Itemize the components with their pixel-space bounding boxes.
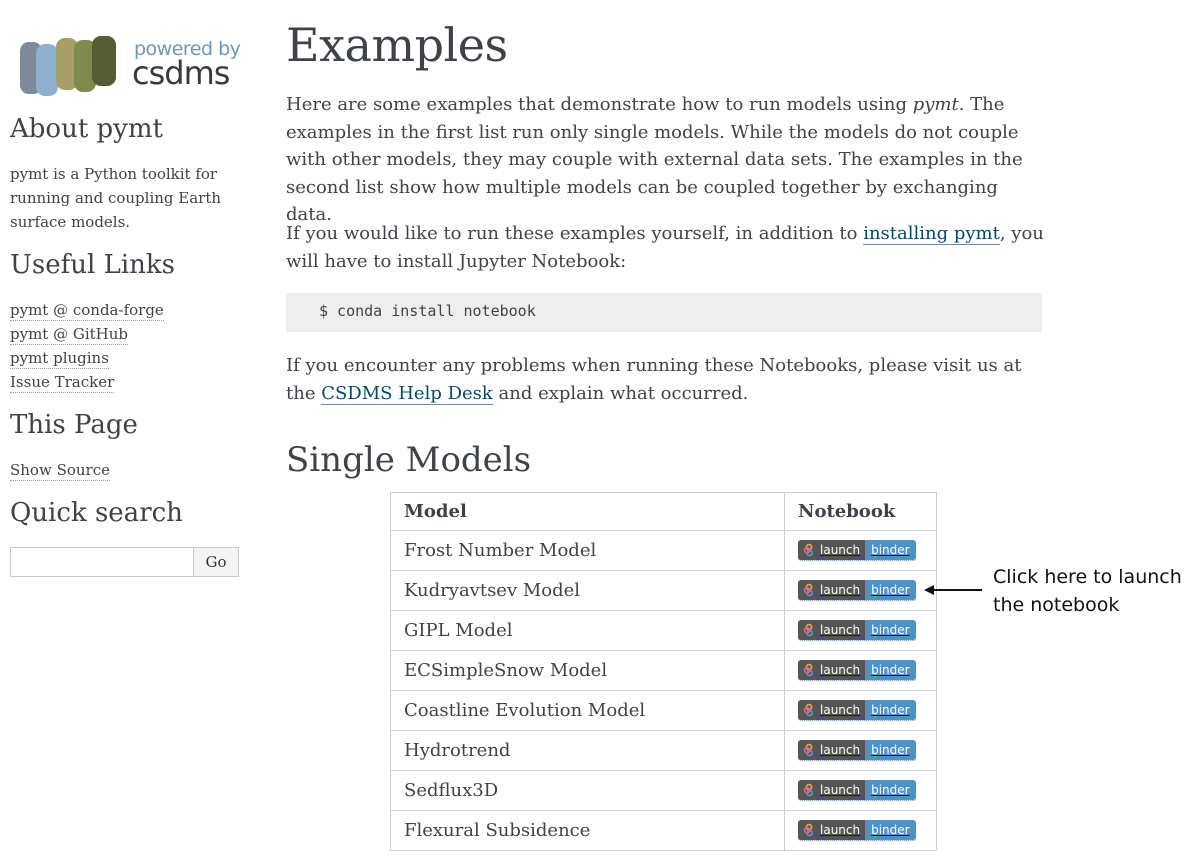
table-row bbox=[391, 811, 937, 851]
notebook-cell bbox=[785, 651, 937, 691]
search-form bbox=[10, 547, 239, 577]
badge-launch bbox=[798, 660, 865, 680]
badge-launch-text: launch bbox=[820, 703, 861, 718]
launch-binder-button[interactable] bbox=[798, 660, 916, 681]
logo-powered-by: powered by bbox=[134, 38, 241, 60]
installing-pymt-link[interactable]: installing pymt bbox=[863, 223, 1000, 244]
table-row bbox=[391, 611, 937, 651]
table-row bbox=[391, 771, 937, 811]
link-issue-tracker[interactable]: Issue Tracker bbox=[10, 373, 115, 391]
install-paragraph bbox=[286, 220, 1046, 275]
badge-binder-text: binder bbox=[865, 700, 916, 720]
model-name: Frost Number Model bbox=[391, 531, 785, 571]
annotation-arrow-icon bbox=[924, 582, 984, 598]
models-table bbox=[390, 492, 937, 851]
csdms-logo-bars-icon bbox=[18, 36, 128, 98]
launch-binder-button[interactable] bbox=[798, 580, 916, 601]
binder-logo-icon bbox=[802, 823, 816, 837]
intro-text-1: Here are some examples that demonstrate how to run models using bbox=[286, 94, 913, 115]
intro-text-2: . The examples in the first list run only single models. While the models do not couple with other models, they may couple with external data sets. The examples in the second list show how multiple models can be coupled together by exchanging data. bbox=[286, 94, 1023, 225]
badge-launch-text: launch bbox=[820, 783, 861, 798]
link-pymt-plugins[interactable]: pymt plugins bbox=[10, 349, 109, 367]
code-block: $ conda install notebook bbox=[286, 293, 1042, 332]
show-source-link[interactable]: Show Source bbox=[10, 461, 110, 479]
notebook-cell bbox=[785, 531, 937, 571]
useful-links-heading: Useful Links bbox=[10, 250, 176, 280]
badge-binder-text: binder bbox=[865, 540, 916, 560]
binder-logo-icon bbox=[802, 783, 816, 797]
badge-binder-text: binder bbox=[865, 660, 916, 680]
help-text-1: If you encounter any problems when running these Notebooks, please visit us at the bbox=[286, 355, 1022, 404]
launch-binder-button[interactable] bbox=[798, 780, 916, 801]
badge-binder-text: binder bbox=[865, 820, 916, 840]
notebook-cell bbox=[785, 731, 937, 771]
search-input[interactable] bbox=[10, 547, 193, 577]
binder-logo-icon bbox=[802, 703, 816, 717]
launch-binder-button[interactable] bbox=[798, 620, 916, 641]
page-title: Examples bbox=[286, 18, 508, 72]
badge-binder-text: binder bbox=[865, 580, 916, 600]
search-go-button[interactable]: Go bbox=[193, 547, 239, 577]
install-text-2: , you will have to install Jupyter Notebook: bbox=[286, 223, 1044, 272]
about-heading: About pymt bbox=[10, 114, 163, 144]
help-text-2: and explain what occurred. bbox=[492, 382, 749, 404]
model-name: GIPL Model bbox=[391, 611, 785, 651]
model-name: Hydrotrend bbox=[391, 731, 785, 771]
link-conda-forge[interactable]: pymt @ conda-forge bbox=[10, 301, 164, 319]
table-row bbox=[391, 731, 937, 771]
table-row bbox=[391, 571, 937, 611]
badge-launch-text: launch bbox=[820, 823, 861, 838]
launch-binder-button[interactable] bbox=[798, 740, 916, 761]
launch-binder-button[interactable] bbox=[798, 540, 916, 561]
badge-launch bbox=[798, 740, 865, 760]
csdms-logo[interactable] bbox=[14, 32, 244, 98]
badge-binder-text: binder bbox=[865, 620, 916, 640]
notebook-cell bbox=[785, 611, 937, 651]
table-row bbox=[391, 651, 937, 691]
badge-launch bbox=[798, 820, 865, 840]
link-github[interactable]: pymt @ GitHub bbox=[10, 325, 129, 343]
binder-logo-icon bbox=[802, 623, 816, 637]
model-name: Coastline Evolution Model bbox=[391, 691, 785, 731]
badge-launch-text: launch bbox=[820, 743, 861, 758]
notebook-cell bbox=[785, 571, 937, 611]
help-paragraph bbox=[286, 352, 1046, 407]
badge-launch bbox=[798, 580, 865, 600]
badge-launch bbox=[798, 540, 865, 560]
model-name: Flexural Subsidence bbox=[391, 811, 785, 851]
table-row bbox=[391, 691, 937, 731]
about-text: pymt is a Python toolkit for running and coupling Earth surface models. bbox=[10, 165, 222, 231]
binder-logo-icon bbox=[802, 583, 816, 597]
model-name: ECSimpleSnow Model bbox=[391, 651, 785, 691]
logo-csdms: csdms bbox=[132, 54, 230, 92]
badge-launch-text: launch bbox=[820, 583, 861, 598]
header-model: Model bbox=[391, 493, 785, 531]
intro-paragraph bbox=[286, 91, 1046, 229]
badge-launch bbox=[798, 700, 865, 720]
notebook-cell bbox=[785, 771, 937, 811]
launch-binder-button[interactable] bbox=[798, 700, 916, 721]
badge-launch bbox=[798, 780, 865, 800]
header-notebook: Notebook bbox=[785, 493, 937, 531]
notebook-cell bbox=[785, 691, 937, 731]
this-page-heading: This Page bbox=[10, 410, 138, 440]
binder-logo-icon bbox=[802, 663, 816, 677]
badge-binder-text: binder bbox=[865, 780, 916, 800]
table-row bbox=[391, 531, 937, 571]
section-title: Single Models bbox=[286, 440, 532, 480]
annotation-text bbox=[993, 563, 1198, 619]
model-name: Kudryavtsev Model bbox=[391, 571, 785, 611]
annotation-line-2: the notebook bbox=[993, 594, 1120, 616]
table-header-row bbox=[391, 493, 937, 531]
binder-logo-icon bbox=[802, 743, 816, 757]
quick-search-heading: Quick search bbox=[10, 498, 183, 528]
intro-emphasis: pymt bbox=[912, 94, 959, 115]
binder-logo-icon bbox=[802, 543, 816, 557]
badge-launch bbox=[798, 620, 865, 640]
model-name: Sedflux3D bbox=[391, 771, 785, 811]
notebook-cell bbox=[785, 811, 937, 851]
badge-launch-text: launch bbox=[820, 663, 861, 678]
badge-launch-text: launch bbox=[820, 623, 861, 638]
badge-launch-text: launch bbox=[820, 543, 861, 558]
install-text-1: If you would like to run these examples yourself, in addition to bbox=[286, 223, 864, 244]
launch-binder-button[interactable] bbox=[798, 820, 916, 841]
badge-binder-text: binder bbox=[865, 740, 916, 760]
annotation-line-1: Click here to launch bbox=[993, 566, 1182, 588]
csdms-help-desk-link[interactable]: CSDMS Help Desk bbox=[321, 382, 493, 404]
